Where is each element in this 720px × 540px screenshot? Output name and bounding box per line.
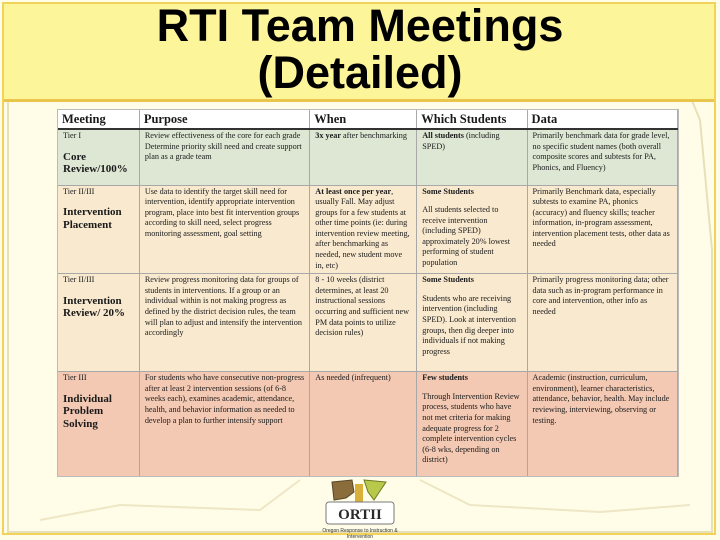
meeting-name: Intervention Placement [63, 206, 122, 231]
slide-title [0, 2, 720, 96]
spacer [422, 286, 521, 294]
students-cell [417, 372, 527, 477]
table-header-row [58, 110, 678, 129]
when-text: , usually Fall. May adjust groups for a few students at other time points (ie: during intervention review meeting, after benchmarking as needed, new student move in, etc) [315, 186, 410, 270]
when-cell [310, 185, 417, 274]
header-which-students: Which Students [417, 110, 527, 129]
students-cell [417, 185, 527, 274]
header-data: Data [527, 110, 677, 129]
svg-text:ORTII: ORTII [338, 507, 382, 523]
purpose-text: Review progress monitoring data for groups of students in interventions. If a group or an individual within is not making progress as defined by the district decision rules, the team will plan to adjust and intensify the intervention accordingly [144, 275, 302, 338]
students-cell [417, 129, 527, 185]
header-when: When [310, 110, 417, 129]
table-row [58, 372, 678, 477]
tier-label: Tier I [63, 131, 82, 140]
data-cell: Primarily progress monitoring data; other data such as in-program performance in core and intervention, other info as needed [527, 274, 677, 372]
students-cell [417, 274, 527, 372]
purpose-cell [139, 274, 309, 372]
meeting-name: Intervention Review/ 20% [63, 294, 126, 320]
when-text: after benchmarking [343, 131, 407, 140]
when-emphasis: 3x year [315, 131, 341, 140]
meeting-name: Individual Problem Solving [63, 392, 112, 430]
students-text: (including SPED) [422, 131, 500, 151]
data-cell: Primarily benchmark data for grade level, no specific student names (both overall composite scores and subtests for PA, Phonics, and Fluency) [527, 129, 677, 185]
purpose-text: For students who have consecutive non-progress after at least 2 intervention sessions (of 6-8 weeks each), examines academic, attendance, health, and behavior information as needed to develop a plan to further intensify support [144, 373, 305, 425]
header-meeting: Meeting [58, 110, 139, 129]
students-text: Students who are receiving intervention (including SPED). Look at intervention groups, then dig deeper into individuals if not making progress [422, 293, 516, 356]
header-purpose: Purpose [139, 110, 309, 129]
tier-label: Tier III [63, 373, 87, 383]
purpose-cell [139, 185, 309, 274]
table-row [58, 185, 678, 274]
purpose-text: Review effectiveness of the core for each grade [144, 131, 301, 140]
logo-caption: Oregon Response to Instruction & Intervention [322, 528, 398, 540]
purpose-cell [139, 372, 309, 477]
when-cell: 8 - 10 weeks (district determines, at least 20 instructional sessions occurring and sufficient new PM data points to utilize decision rules) [310, 274, 417, 372]
meetings-table [58, 110, 678, 477]
purpose-text: Determine priority skill need and create support plan as a grade team [144, 141, 302, 162]
spacer [422, 197, 521, 205]
meeting-cell [58, 185, 139, 274]
when-emphasis: At least once per year [315, 186, 392, 196]
students-text: Through Intervention Review process, students who have not met criteria for making adequate progress for 2 complete intervention cycles (6-8 wks, depending on district) [422, 391, 520, 465]
students-emphasis: Few students [422, 373, 468, 383]
purpose-text: Use data to identify the target skill need for intervention, identify appropriate intervention program, place into best fit intervention groups according to skill need, select progress monitoring assessment, goal setting [144, 186, 300, 238]
meeting-cell [58, 274, 139, 372]
title-line-1: RTI Team Meetings [156, 0, 564, 51]
students-emphasis: Some Students [422, 275, 474, 285]
tier-label: Tier II/III [63, 275, 95, 285]
meeting-cell [58, 129, 139, 185]
when-cell: As needed (infrequent) [310, 372, 417, 477]
when-cell [310, 129, 417, 185]
data-cell: Primarily Benchmark data, especially subtests to examine PA, phonics (accuracy) and fluency skills; teacher information, in-program assessment, intervention placement tests, other data as needed [527, 185, 677, 274]
title-line-2: (Detailed) [257, 47, 463, 98]
table-row [58, 274, 678, 372]
students-emphasis: All students [422, 131, 464, 140]
data-cell: Academic (instruction, curriculum, environment), learner characteristics, attendance, behavior, health. May include reviewing, interviewing, observing or testing. [527, 372, 677, 477]
purpose-cell [139, 129, 309, 185]
meetings-table-image [57, 109, 679, 477]
table-row [58, 129, 678, 185]
students-emphasis: Some Students [422, 186, 474, 196]
students-text: All students selected to receive intervention (including SPED) approximately 20% lowest performing of student population [422, 205, 511, 268]
tier-label: Tier II/III [63, 186, 95, 196]
meeting-name: Core Review/100% [63, 150, 128, 176]
meeting-cell [58, 372, 139, 477]
spacer [422, 384, 521, 392]
